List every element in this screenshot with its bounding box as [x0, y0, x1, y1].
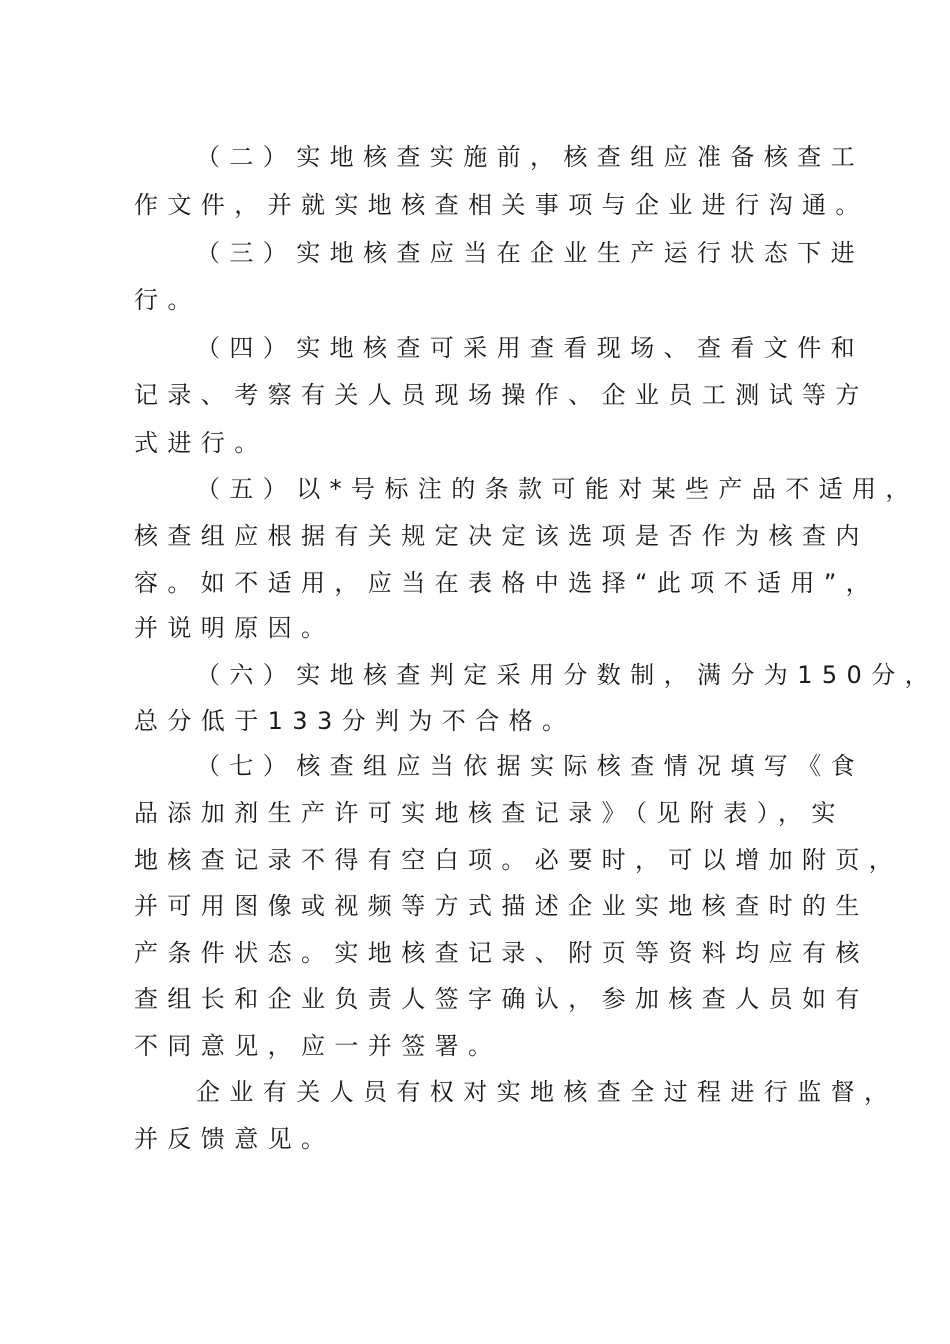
text-line: 核查组应根据有关规定决定该选项是否作为核查内 [134, 522, 869, 550]
text-line: 查组长和企业负责人签字确认，参加核查人员如有 [134, 985, 869, 1013]
text-line: （七）核查组应当依据实际核查情况填写《食 [196, 752, 864, 780]
text-line: 地核查记录不得有空白项。必要时，可以增加附页， [134, 846, 903, 874]
text-line: 并可用图像或视频等方式描述企业实地核查时的生 [134, 892, 869, 920]
text-line: 行。 [134, 286, 201, 314]
text-line: 产条件状态。实地核查记录、附页等资料均应有核 [134, 939, 869, 967]
text-line: （三）实地核查应当在企业生产运行状态下进 [196, 239, 864, 267]
text-line: 式进行。 [134, 429, 268, 457]
text-line: （六）实地核查判定采用分数制，满分为150分， [196, 661, 939, 689]
text-line: （二）实地核查实施前，核查组应准备核查工 [196, 143, 864, 171]
text-line: 企业有关人员有权对实地核查全过程进行监督， [196, 1078, 898, 1106]
text-line: 并反馈意见。 [134, 1125, 335, 1153]
text-line: （四）实地核查可采用查看现场、查看文件和 [196, 334, 864, 362]
text-line: 不同意见，应一并签署。 [134, 1032, 502, 1060]
text-line: 总分低于133分判为不合格。 [134, 707, 576, 735]
text-line: （五）以*号标注的条款可能对某些产品不适用， [196, 475, 919, 503]
text-line: 容。如不适用，应当在表格中选择“此项不适用”， [134, 569, 880, 597]
text-line: 记录、考察有关人员现场操作、企业员工测试等方 [134, 381, 869, 409]
text-line: 品添加剂生产许可实地核查记录》（见附表），实 [134, 799, 845, 827]
text-line: 并说明原因。 [134, 614, 335, 642]
text-line: 作文件，并就实地核查相关事项与企业进行沟通。 [134, 191, 869, 219]
